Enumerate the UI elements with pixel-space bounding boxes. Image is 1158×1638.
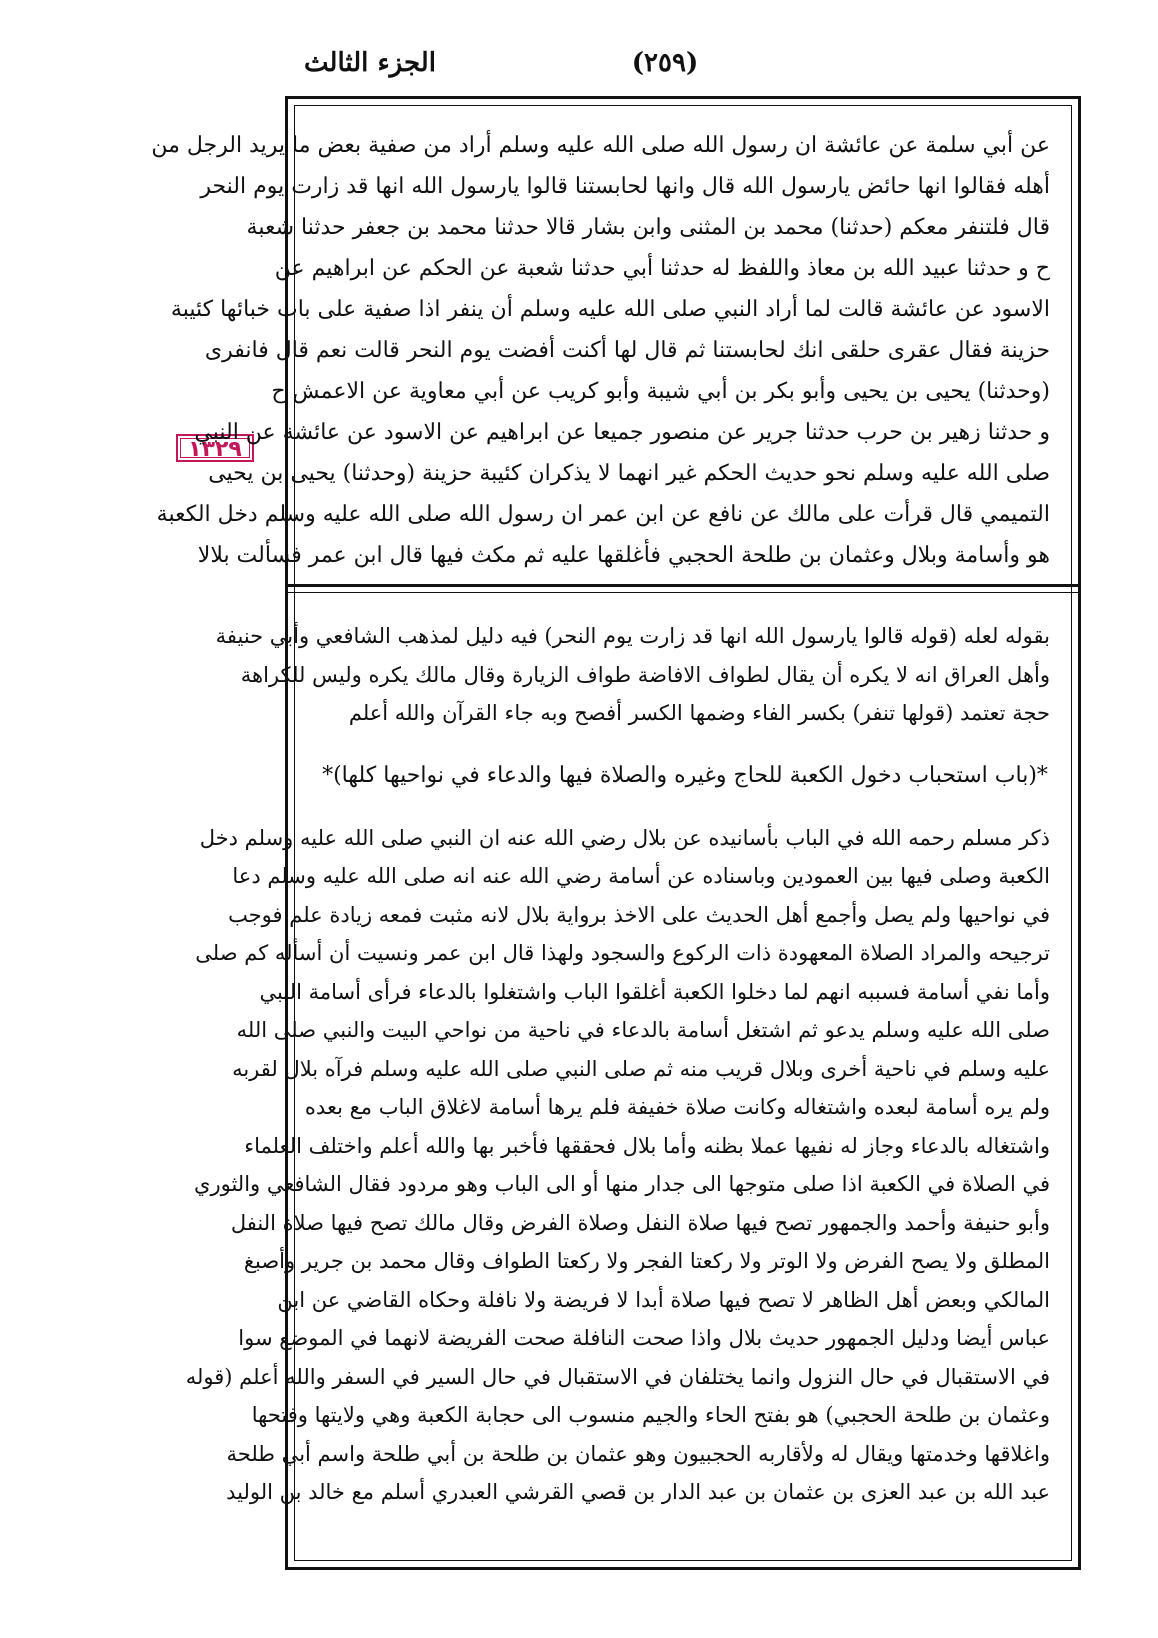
hadith-line: حزينة فقال عقرى حلقى انك لحابستنا ثم قال لها أكنت أفضت يوم النحر قالت نعم قال فانفرى [204,338,1050,363]
commentary-line: عبد الله بن عبد العزى بن عثمان بن عبد الدار بن قصي القرشي العبدري أسلم مع خالد بن الوليد [226,1480,1050,1504]
hadith-line: هو وأسامة وبلال وعثمان بن طلحة الحجبي فأغلقها عليه ثم مكث فيها قال ابن عمر فسألت بلالا [197,543,1050,568]
chapter-title: *(باب استحباب دخول الكعبة للحاج وغيره والصلاة فيها والدعاء في نواحيها كلها)* [322,762,1048,788]
hadith-line: قال فلتنفر معكم (حدثنا) محمد بن المثنى وابن بشار قالا حدثنا محمد بن جعفر حدثنا شعبة [246,215,1050,240]
commentary-line: ولم يره أسامة لبعده واشتغاله وكانت صلاة خفيفة فلم يرها أسامة لاغلاق الباب مع بعده [304,1095,1050,1119]
hadith-line: أهله فقالوا انها حائض يارسول الله قال وانها لحابستنا قالوا يارسول الله انها قد زارت يوم النحر [200,174,1050,199]
commentary-line: بقوله لعله (قوله قالوا يارسول الله انها قد زارت يوم النحر) فيه دليل لمذهب الشافعي وأبي حنيفة [215,624,1050,648]
commentary-line: وأهل العراق انه لا يكره أن يقال لطواف الافاضة طواف الزيارة وقال مالك يكره وليس للكراهة [240,662,1050,687]
commentary-line: واغلاقها وخدمتها ويقال له ولأقاربه الحجبيون وهو عثمان بن طلحة بن أبي طلحة واسم أبي طلحة [226,1441,1050,1466]
hadith-line: عن أبي سلمة عن عائشة ان رسول الله صلى الله عليه وسلم أراد من صفية بعض ما يريد الرجل من [151,133,1050,158]
commentary-line: المطلق ولا يصح الفرض ولا الوتر ولا ركعتا الفجر ولا ركعتا الطواف وقال محمد بن جرير وأصبغ [243,1249,1050,1273]
commentary-line: صلى الله عليه وسلم يدعو ثم اشتغل أسامة بالدعاء في ناحية من نواحي البيت والنبي صلى الله [236,1018,1050,1042]
commentary-line: في الصلاة في الكعبة اذا صلى متوجها الى جدار منها أو الى الباب وهو مردود فقال الشافعي والثوري [194,1172,1050,1196]
hadith-line: (وحدثنا) يحيى بن يحيى وأبو بكر بن أبي شيبة وأبو كريب عن أبي معاوية عن الاعمش ح [271,379,1050,404]
hadith-line: الاسود عن عائشة قالت لما أراد النبي صلى الله عليه وسلم أن ينفر اذا صفية على باب خبائها كئيبة [170,297,1050,322]
commentary-line: الكعبة وصلى فيها بين العمودين وباسناده عن أسامة رضي الله عنه انه صلى الله عليه وسلم دعا [232,864,1050,888]
page-number: (٢٥٩) [631,48,699,78]
hadith-line: صلى الله عليه وسلم نحو حديث الحكم غير انهما لا يذكران كئيبة حزينة (وحدثنا) يحيى بن يحيى [208,461,1050,486]
commentary-block [185,617,1050,1557]
commentary-line: ترجيحه والمراد الصلاة المعهودة ذات الركوع والسجود ولهذا قال ابن عمر ونسيت أن أسأله كم صلى [195,941,1050,965]
commentary-line: وعثمان بن طلحة الحجبي) هو بفتح الحاء والجيم منسوب الى حجابة الكعبة وهي ولايتها وفتحها [251,1403,1050,1427]
commentary-line: في نواحيها ولم يصل وأجمع أهل الحديث على الاخذ برواية بلال لانه مثبت فمعه زيادة علم فوجب [228,902,1050,927]
commentary-line: المالكي وبعض أهل الظاهر لا تصح فيها صلاة أبدا لا فريضة ولا نافلة وحكاه القاضي عن ابن [277,1287,1050,1312]
commentary-line: عليه وسلم في ناحية أخرى وبلال قريب منه ثم صلى النبي صلى الله عليه وسلم فرآه بلال لقربه [232,1056,1050,1081]
hadith-line: التميمي قال قرأت على مالك عن نافع عن ابن عمر ان رسول الله صلى الله عليه وسلم دخل الكعبة [156,502,1050,527]
commentary-line: عباس أيضا ودليل الجمهور حديث بلال واذا صحت النافلة صحت الفريضة لانهما في الموضع سوا [238,1326,1050,1350]
section-divider-thin [285,592,1081,593]
commentary-line: وأبو حنيفة وأحمد والجمهور تصح فيها صلاة النفل وصلاة الفرض وقال مالك تصح فيها صلاة النفل [230,1210,1050,1235]
commentary-line: في الاستقبال في حال النزول وانما يختلفان في الاستقبال في حال السير في السفر والله أعلم (قوله [185,1364,1050,1389]
commentary-line: واشتغاله بالدعاء وجاز له نفيها عملا بظنه وأما بلال فحققها فأخبر بها والله أعلم واختلف العلماء [244,1133,1050,1158]
section-divider-thick [285,584,1081,587]
page-header-title: الجزء الثالث [304,48,436,78]
hadith-line: و حدثنا زهير بن حرب حدثنا جرير عن منصور جميعا عن ابراهيم عن الاسود عن عائشة عن النبي [194,420,1050,445]
margin-number-text: ١٣٢٩ [188,437,242,462]
commentary-line: حجة تعتمد (قولها تنفر) بكسر الفاء وضمها الكسر أفصح وبه جاء القرآن والله أعلم [348,701,1050,725]
commentary-line: ذكر مسلم رحمه الله في الباب بأسانيده عن بلال رضي الله عنه ان النبي صلى الله عليه وسلم دخل [199,825,1050,850]
commentary-line: وأما نفي أسامة فسببه انهم لما دخلوا الكعبة أغلقوا الباب واشتغلوا بالدعاء فرأى أسامة النبي [259,979,1050,1004]
hadith-line: ح و حدثنا عبيد الله بن معاذ واللفظ له حدثنا أبي حدثنا شعبة عن الحكم عن ابراهيم عن [274,256,1050,281]
